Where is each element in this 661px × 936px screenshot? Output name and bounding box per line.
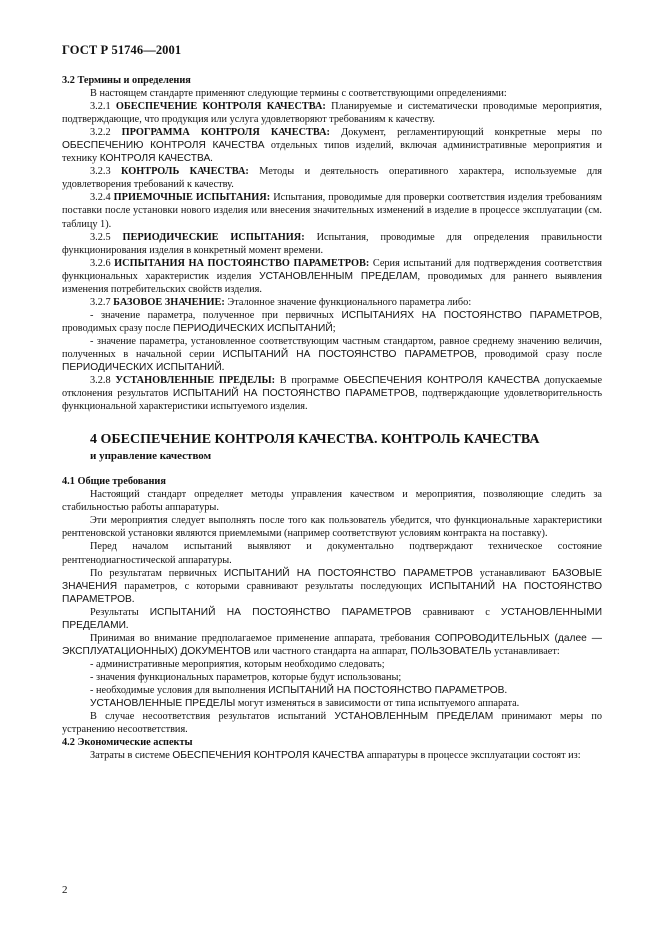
list-item-1: - административные мероприятия, которым необходимо следовать; [90,658,385,670]
section-3-2-title: 3.2 Термины и определения [62,75,191,86]
term-3-2-3: 3.2.3 КОНТРОЛЬ КАЧЕСТВА: Методы и деятельность оперативного характера, используемые для удовлетворения требований к качеству. [62,166,602,191]
section-4-2-title: 4.2 Экономические аспекты [62,737,193,749]
term-3-2-7: 3.2.7 БАЗОВОЕ ЗНАЧЕНИЕ: Эталонное значение функционального параметра либо: [90,296,472,308]
term-3-2-7-item-2: - значение параметра, установленное соответствующим частным стандартом, равное среднему значению величин, полученных в начальной серии ИСПЫТАНИЙ НА ПОСТОЯНСТВО ПАРАМЕТРОВ, проводимой сразу после ПЕРИОДИЧЕСКИХ ИСПЫТАНИЙ. [62,335,603,374]
section-4-heading-line-1: 4 ОБЕСПЕЧЕНИЕ КОНТРОЛЯ КАЧЕСТВА. КОНТРОЛЬ КАЧЕСТВА [90,432,540,448]
section-4-1-title: 4.1 Общие требования [62,476,166,488]
term-3-2-5: 3.2.5 ПЕРИОДИЧЕСКИЕ ИСПЫТАНИЯ: Испытания, проводимые для определения правильности функционирования изделия в конкретный момент времени. [62,231,602,256]
para-4-1-8: В случае несоответствия результатов испытаний УСТАНОВЛЕННЫМ ПРЕДЕЛАМ принимают меры по устранению несоответствия. [62,711,602,736]
section-4-heading-line-2: и управление качеством [90,450,212,463]
para-4-1-3: Перед началом испытаний выявляют и документально подтверждают техническое состояние рентгенодиагностической аппаратуры. [62,541,602,566]
term-3-2-7-item-1: - значение параметра, полученное при первичных ИСПЫТАНИЯХ НА ПОСТОЯНСТВО ПАРАМЕТРОВ, проводимых сразу после ПЕРИОДИЧЕСКИХ ИСПЫТАНИЙ; [62,309,603,334]
list-item-3: - необходимые условия для выполнения ИСПЫТАНИЙ НА ПОСТОЯНСТВО ПАРАМЕТРОВ. [90,684,508,696]
page-number: 2 [62,884,68,896]
section-3-2-intro: В настоящем стандарте применяют следующие термины с соответствующими определениями: [90,88,507,100]
para-4-1-7: УСТАНОВЛЕННЫЕ ПРЕДЕЛЫ могут изменяться в зависимости от типа испытуемого аппарата. [90,698,520,710]
term-3-2-4: 3.2.4 ПРИЕМОЧНЫЕ ИСПЫТАНИЯ: Испытания, проводимые для проверки соответствия изделия требованиям поставки после установки нового изделия или внесения значительных изменений в изделие в процессе эксплуатации (см. таблицу 1). [62,192,602,230]
page-content [62,74,602,762]
term-3-2-6: 3.2.6 ИСПЫТАНИЯ НА ПОСТОЯНСТВО ПАРАМЕТРОВ: Серия испытаний для подтверждения соответствия функциональных характеристик изделия УСТАНОВЛЕННЫМ ПРЕДЕЛАМ, проводимых для раннего выявления изменения потребительских свойств изделия. [62,257,603,295]
standard-header: ГОСТ Р 51746—2001 [62,43,182,57]
para-4-1-2: Эти мероприятия следует выполнять после того как пользователь убедится, что функциональные характеристики рентгеновской установки являются приемлемыми (например соответствуют условиям контракта на поставку). [62,515,602,540]
term-3-2-1: 3.2.1 ОБЕСПЕЧЕНИЕ КОНТРОЛЯ КАЧЕСТВА: Планируемые и систематически проводимые мероприятия, подтверждающие, что продукция или услуга удовлетворяют требованиям к качеству. [62,101,602,126]
term-3-2-2: 3.2.2 ПРОГРАММА КОНТРОЛЯ КАЧЕСТВА: Документ, регламентирующий конкретные меры по ОБЕСПЕЧЕНИЮ КОНТРОЛЯ КАЧЕСТВА отдельных типов изделий, включая административные мероприятия и технику КОНТРОЛЯ КАЧЕСТВА. [62,127,603,165]
para-4-1-5: Результаты ИСПЫТАНИЙ НА ПОСТОЯНСТВО ПАРАМЕТРОВ сравнивают с УСТАНОВЛЕННЫМИ ПРЕДЕЛАМИ. [62,606,603,631]
para-4-1-4: По результатам первичных ИСПЫТАНИЙ НА ПОСТОЯНСТВО ПАРАМЕТРОВ устанавливают БАЗОВЫЕ ЗНАЧЕНИЯ параметров, с которыми сравнивают результаты последующих ИСПЫТАНИЙ НА ПОСТОЯНСТВО ПАРАМЕТРОВ. [62,567,602,605]
para-4-1-1: Настоящий стандарт определяет методы управления качеством и мероприятия, позволяющие следить за стабильностью работы аппаратуры. [62,489,602,514]
term-3-2-8: 3.2.8 УСТАНОВЛЕННЫЕ ПРЕДЕЛЫ: В программе ОБЕСПЕЧЕНИЯ КОНТРОЛЯ КАЧЕСТВА допускаемые отклонения результатов ИСПЫТАНИЙ НА ПОСТОЯНСТВО ПАРАМЕТРОВ, подтверждающие удовлетворительность функциональной характеристики испытуемого изделия. [62,375,603,413]
section-4-heading [90,431,602,465]
list-item-2: - значения функциональных параметров, которые будут использованы; [90,671,402,683]
para-4-2-1: Затраты в системе ОБЕСПЕЧЕНИЯ КОНТРОЛЯ КАЧЕСТВА аппаратуры в процессе эксплуатации состоят из: [90,750,581,762]
para-4-1-6: Принимая во внимание предполагаемое применение аппарата, требования СОПРОВОДИТЕЛЬНЫХ (далее — ЭКСПЛУАТАЦИОННЫХ) ДОКУМЕНТОВ или частного стандарта на аппарат, ПОЛЬЗОВАТЕЛЬ устанавливает: [62,632,602,657]
